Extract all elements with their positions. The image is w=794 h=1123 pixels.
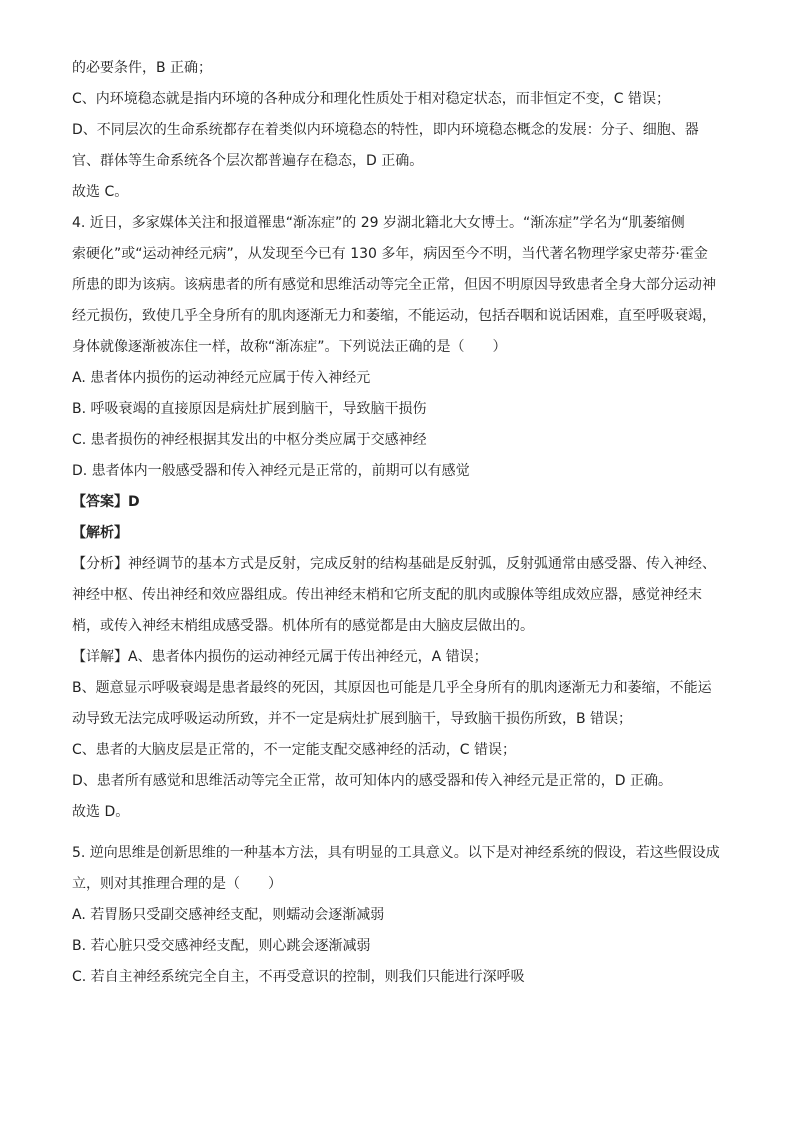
question-line: 5. 逆向思维是创新思维的一种基本方法，具有明显的工具意义。以下是对神经系统的假设，若这些假设成 [72, 845, 720, 861]
option-b: B. 呼吸衰竭的直接原因是病灶扩展到脑干，导致脑干损伤 [72, 401, 427, 417]
question-line: 所患的即为该病。该病患者的所有感觉和思维活动等完全正常，但因不明原因导致患者全身大部分运动神 [72, 277, 716, 293]
text-line: 官、群体等生命系统各个层次都普遍存在稳态，D 正确。 [72, 153, 424, 169]
analysis-label: 【解析】 [72, 525, 128, 541]
analysis-line: 【分析】神经调节的基本方式是反射，完成反射的结构基础是反射弧，反射弧通常由感受器、传入神经、 [72, 556, 716, 572]
analysis-line: 神经中枢、传出神经和效应器组成。传出神经末梢和它所支配的肌肉或腺体等组成效应器，感觉神经末 [72, 587, 702, 603]
option-a: A. 患者体内损伤的运动神经元应属于传入神经元 [72, 370, 371, 386]
document-body [72, 58, 722, 998]
text-line: C、内环境稳态就是指内环境的各种成分和理化性质处于相对稳定状态，而非恒定不变，C 错误； [72, 91, 670, 107]
text-line: 故选 C。 [72, 184, 129, 200]
option-d: D. 患者体内一般感受器和传入神经元是正常的，前期可以有感觉 [72, 463, 470, 479]
option-c: C. 若自主神经系统完全自主，不再受意识的控制，则我们只能进行深呼吸 [72, 969, 525, 985]
detail-line: 【详解】A、患者体内损伤的运动神经元属于传出神经元，A 错误； [72, 649, 488, 665]
question-line: 索硬化”或“运动神经元病”，从发现至今已有 130 多年，病因至今不明，当代著名物理学家史蒂芬·霍金 [72, 246, 708, 262]
choice-line: 故选 D。 [72, 804, 130, 820]
question-line: 身体就像逐渐被冻住一样，故称“渐冻症”。下列说法正确的是（ ） [72, 339, 507, 355]
detail-line: C、患者的大脑皮层是正常的，不一定能支配交感神经的活动，C 错误； [72, 742, 516, 758]
detail-line: B、题意显示呼吸衰竭是患者最终的死因，其原因也可能是几乎全身所有的肌肉逐渐无力和萎缩，不能运 [72, 680, 712, 696]
answer-label: 【答案】D [72, 494, 140, 510]
question-line: 4. 近日，多家媒体关注和报道罹患“渐冻症”的 29 岁湖北籍北大女博士。“渐冻症”学名为“肌萎缩侧 [72, 215, 685, 231]
question-line: 经元损伤，致使几乎全身所有的肌肉逐渐无力和萎缩，不能运动，包括吞咽和说话困难，直至呼吸衰竭， [72, 308, 716, 324]
text-line: 的必要条件，B 正确； [72, 60, 213, 76]
option-c: C. 患者损伤的神经根据其发出的中枢分类应属于交感神经 [72, 432, 427, 448]
analysis-line: 梢，或传入神经末梢组成感受器。机体所有的感觉都是由大脑皮层做出的。 [72, 618, 534, 634]
option-b: B. 若心脏只受交感神经支配，则心跳会逐渐减弱 [72, 938, 371, 954]
question-line: 立，则对其推理合理的是（ ） [72, 876, 282, 892]
option-a: A. 若胃肠只受副交感神经支配，则蠕动会逐渐减弱 [72, 907, 385, 923]
detail-line: 动导致无法完成呼吸运动所致，并不一定是病灶扩展到脑干，导致脑干损伤所致，B 错误； [72, 711, 633, 727]
text-line: D、不同层次的生命系统都存在着类似内环境稳态的特性，即内环境稳态概念的发展：分子、细胞、器 [72, 122, 699, 138]
detail-line: D、患者所有感觉和思维活动等完全正常，故可知体内的感受器和传入神经元是正常的，D 正确。 [72, 773, 673, 789]
